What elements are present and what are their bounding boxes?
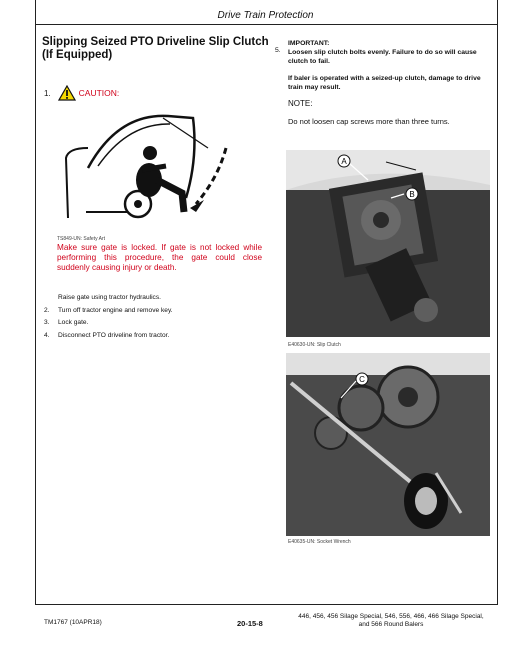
- procedure-title: Slipping Seized PTO Driveline Slip Clutch (If Equipped): [42, 36, 269, 61]
- important-text: Loosen slip clutch bolts evenly. Failure to do so will cause clutch to fail.: [288, 48, 477, 65]
- caution-row: [44, 85, 119, 101]
- list-item: [44, 317, 264, 330]
- step-text: Turn off tractor engine and remove key.: [58, 306, 173, 314]
- step-text: Raise gate using tractor hydraulics.: [58, 294, 161, 301]
- illustration-caption: TS849-UN: Safety Art: [57, 236, 106, 242]
- step-number: 4.: [44, 331, 50, 339]
- warning-triangle-icon: [58, 85, 76, 101]
- list-item: [44, 292, 264, 305]
- header-rule: [35, 24, 498, 25]
- slip-clutch-photo: [286, 150, 490, 337]
- step-number: 3.: [44, 319, 50, 326]
- list-item: [44, 305, 264, 318]
- step-number: 5.: [275, 47, 281, 54]
- step-number: 2.: [44, 306, 50, 314]
- gate-hazard-illustration: [58, 108, 256, 234]
- caution-label: CAUTION:: [78, 88, 120, 98]
- photo2-caption: E40635-UN: Socket Wrench: [288, 539, 351, 545]
- page-number: 20-15-8: [237, 619, 263, 628]
- callout-b: B: [409, 190, 415, 199]
- note-text: Do not loosen cap screws more than three turns.: [288, 116, 450, 126]
- danger-warning-text: Make sure gate is locked. If gate is not locked while performing this procedure, the gate could close suddenly causing injury or death.: [57, 243, 262, 272]
- steps-list: [44, 292, 264, 342]
- step-number: 1.: [44, 88, 51, 98]
- list-item: [44, 330, 264, 343]
- document-id: TM1767 (10APR18): [44, 619, 102, 626]
- callout-a: A: [341, 157, 347, 166]
- important-heading: IMPORTANT:: [288, 40, 330, 47]
- step-text: Lock gate.: [58, 319, 89, 326]
- important-text-2: If baler is operated with a seized-up clutch, damage to drive train may result.: [288, 75, 481, 92]
- section-header: Drive Train Protection: [217, 10, 314, 21]
- note-heading: NOTE:: [288, 98, 313, 108]
- socket-wrench-photo: [286, 353, 490, 536]
- step-text: Disconnect PTO driveline from tractor.: [58, 331, 170, 339]
- photo1-caption: E40630-UN: Slip Clutch: [288, 342, 341, 348]
- important-block: [288, 40, 493, 127]
- models-note: 446, 456, 456 Silage Special, 546, 556, 466, 466 Silage Special, and 566 Round Balers: [298, 613, 484, 628]
- callout-c: C: [359, 375, 365, 384]
